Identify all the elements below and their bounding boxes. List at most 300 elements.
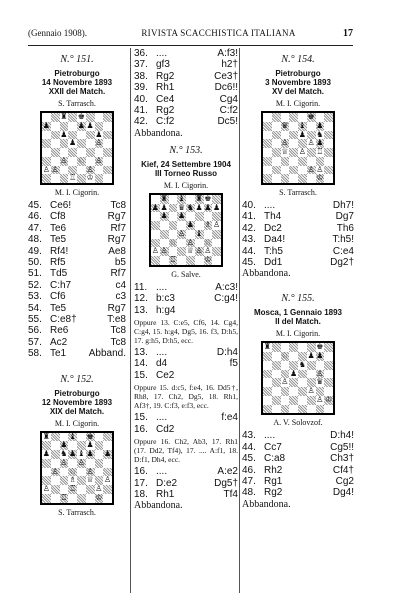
board-square bbox=[103, 157, 112, 166]
board-square bbox=[169, 204, 178, 213]
board-square bbox=[60, 433, 69, 442]
white-move: C:e8† bbox=[50, 314, 77, 326]
board-square bbox=[204, 230, 213, 239]
move-number: 53. bbox=[28, 291, 42, 303]
board-square bbox=[195, 239, 204, 248]
board-square bbox=[42, 476, 51, 485]
board-square: ♗ bbox=[204, 221, 212, 230]
black-move: Dg5† bbox=[214, 477, 238, 489]
white-move: .... bbox=[156, 412, 168, 424]
board-square bbox=[68, 122, 77, 131]
move-list bbox=[28, 200, 126, 360]
board-square bbox=[263, 139, 272, 148]
board-square bbox=[212, 230, 221, 239]
board-square: ♟ bbox=[77, 121, 85, 130]
move-row bbox=[134, 59, 238, 70]
board-square bbox=[51, 485, 60, 494]
black-move: Tc8 bbox=[110, 325, 126, 337]
board-square bbox=[281, 113, 290, 122]
board-square: ♙ bbox=[60, 458, 68, 467]
board-square bbox=[151, 230, 160, 239]
game-match: XXII del Match. bbox=[48, 87, 106, 96]
board-square bbox=[95, 148, 104, 157]
board-square bbox=[324, 139, 333, 148]
move-number: 45. bbox=[242, 453, 256, 465]
board-square bbox=[77, 494, 86, 503]
move-number: 54. bbox=[28, 302, 42, 314]
move-row bbox=[134, 116, 238, 127]
board-square: ♙ bbox=[281, 139, 289, 148]
game-match: XIX del Match. bbox=[49, 406, 105, 416]
move-number: 36. bbox=[134, 48, 148, 59]
black-move: A:c3! bbox=[215, 281, 238, 293]
move-row bbox=[242, 257, 354, 268]
board-square bbox=[272, 131, 281, 140]
board-square: ♛ bbox=[316, 378, 324, 387]
board-square bbox=[307, 405, 316, 414]
move-number: 49. bbox=[28, 245, 42, 257]
move-row bbox=[242, 430, 354, 441]
board-square bbox=[103, 174, 112, 183]
game-date: 14 Novembre 1893 bbox=[41, 78, 113, 87]
board-square bbox=[68, 459, 77, 468]
board-square bbox=[103, 131, 112, 140]
white-move: Re6 bbox=[50, 325, 69, 337]
player-white: M. I. Cigorin. bbox=[54, 188, 100, 197]
board-square bbox=[289, 139, 298, 148]
board-square bbox=[263, 361, 272, 370]
board-square bbox=[60, 148, 69, 157]
board-square bbox=[103, 468, 112, 477]
board-square bbox=[272, 113, 281, 122]
board-square bbox=[272, 174, 281, 183]
white-move: Te6 bbox=[50, 222, 67, 234]
board-square bbox=[307, 370, 316, 379]
column-3 bbox=[242, 48, 354, 510]
move-number: 47. bbox=[28, 222, 42, 234]
board-square bbox=[160, 221, 169, 230]
board-square bbox=[281, 370, 290, 379]
move-number: 39. bbox=[134, 82, 148, 94]
board-square bbox=[86, 459, 95, 468]
board-square bbox=[51, 476, 60, 485]
board-square bbox=[68, 166, 77, 175]
board-square bbox=[289, 122, 298, 131]
board-square bbox=[263, 387, 272, 396]
board-square bbox=[42, 139, 51, 148]
game-date: 3 Novembre 1893 bbox=[265, 78, 331, 87]
annotation: Oppure 13. C:e5, Cf6, 14. Cg4, C:g4, 15. h:g4, Dg5, 16. f3, D:h5, 17. g:h5, D:h5, ecc. bbox=[134, 318, 238, 346]
board-square bbox=[298, 174, 307, 183]
board-square: ♙ bbox=[51, 165, 59, 174]
board-square bbox=[281, 157, 290, 166]
white-move: .... bbox=[156, 48, 168, 59]
white-move: Rf5 bbox=[50, 257, 66, 269]
move-row bbox=[242, 234, 354, 245]
board-square bbox=[263, 157, 272, 166]
board-square bbox=[77, 139, 86, 148]
board-square bbox=[103, 148, 112, 157]
board-square bbox=[281, 174, 290, 183]
board-square bbox=[42, 157, 51, 166]
board-square bbox=[272, 396, 281, 405]
move-number: 44. bbox=[242, 441, 256, 453]
move-row bbox=[134, 370, 238, 381]
player-black: M. I. Cigorin. bbox=[54, 418, 100, 428]
board-square bbox=[68, 494, 77, 503]
board-square: ♟ bbox=[86, 450, 94, 459]
board-square bbox=[51, 441, 60, 450]
move-number: 37. bbox=[134, 59, 148, 71]
move-row bbox=[134, 466, 238, 477]
board-square bbox=[272, 405, 281, 414]
board-square bbox=[298, 405, 307, 414]
move-number: 13. bbox=[134, 304, 148, 316]
player-black: M. I. Cigorin. bbox=[275, 329, 321, 339]
board-square: ♞ bbox=[60, 450, 68, 459]
board-square bbox=[95, 450, 104, 459]
black-move: Rg7 bbox=[107, 211, 126, 223]
board-square bbox=[177, 256, 186, 265]
board-square: ♜ bbox=[263, 343, 271, 352]
board-square bbox=[298, 387, 307, 396]
board-square bbox=[263, 148, 272, 157]
board-square bbox=[169, 221, 178, 230]
white-move: Rg2 bbox=[156, 105, 175, 117]
board-square: ♞ bbox=[298, 360, 306, 369]
board-square bbox=[263, 174, 272, 183]
board-square bbox=[289, 148, 298, 157]
board-square: ♟ bbox=[60, 130, 68, 139]
move-row bbox=[242, 453, 354, 464]
column-divider bbox=[130, 48, 131, 593]
move-row bbox=[134, 82, 238, 93]
move-number: 52. bbox=[28, 279, 42, 291]
board-square bbox=[95, 441, 104, 450]
board-square bbox=[160, 256, 169, 265]
move-list bbox=[134, 347, 238, 381]
black-move: Th6 bbox=[336, 222, 354, 234]
board-square: ♔ bbox=[204, 256, 212, 265]
board-square bbox=[272, 122, 281, 131]
board-square bbox=[95, 113, 104, 122]
board-square: ♟ bbox=[316, 121, 324, 130]
black-move: Tf4 bbox=[223, 488, 238, 500]
player-white: G. Salve. bbox=[171, 269, 201, 279]
move-row bbox=[134, 94, 238, 105]
player-white: S. Tarrasch. bbox=[279, 188, 317, 197]
board-square bbox=[169, 230, 178, 239]
white-move: C:f2 bbox=[156, 116, 175, 128]
board-square bbox=[212, 212, 221, 221]
board-square: ♟ bbox=[151, 203, 159, 212]
board-square bbox=[204, 212, 213, 221]
board-square bbox=[77, 166, 86, 175]
board-square: ♞ bbox=[186, 203, 194, 212]
white-move: gf3 bbox=[156, 59, 170, 71]
board-square bbox=[212, 195, 221, 204]
board-square: ♟ bbox=[204, 203, 212, 212]
move-row bbox=[134, 48, 238, 59]
move-number: 57. bbox=[28, 336, 42, 348]
board-square bbox=[272, 166, 281, 175]
board-square bbox=[68, 113, 77, 122]
move-number: 41. bbox=[242, 211, 256, 223]
board-square bbox=[316, 405, 325, 414]
move-row bbox=[28, 268, 126, 279]
board-square bbox=[263, 396, 272, 405]
board-square bbox=[103, 494, 112, 503]
white-move: Da4! bbox=[264, 234, 286, 246]
board-square bbox=[42, 468, 51, 477]
move-row bbox=[28, 348, 126, 359]
board-square: ♕ bbox=[86, 476, 94, 485]
board-square bbox=[51, 113, 60, 122]
board-square bbox=[298, 370, 307, 379]
board-square bbox=[51, 131, 60, 140]
board-square bbox=[212, 239, 221, 248]
board-square bbox=[281, 166, 290, 175]
chess-diagram bbox=[149, 193, 223, 267]
board-square bbox=[95, 476, 104, 485]
board-square bbox=[60, 468, 69, 477]
chess-diagram bbox=[40, 111, 114, 185]
black-move bbox=[194, 424, 238, 435]
board-square: ♗ bbox=[69, 476, 77, 485]
board-square: ♙ bbox=[95, 156, 103, 165]
board-square: ♜ bbox=[195, 194, 203, 203]
board-square bbox=[42, 131, 51, 140]
board-square: ♝ bbox=[195, 229, 203, 238]
board-square bbox=[60, 485, 69, 494]
board-square bbox=[324, 174, 333, 183]
board-square bbox=[272, 387, 281, 396]
board-square bbox=[324, 378, 333, 387]
board-square bbox=[169, 195, 178, 204]
move-number: 40. bbox=[242, 200, 256, 211]
move-row bbox=[28, 280, 126, 291]
board-square: ♟ bbox=[307, 352, 315, 361]
header-rule bbox=[28, 45, 353, 46]
board-square bbox=[289, 157, 298, 166]
board-square bbox=[281, 387, 290, 396]
move-row bbox=[28, 234, 126, 245]
board-square bbox=[68, 441, 77, 450]
player-black: M. I. Cigorin. bbox=[275, 99, 321, 108]
board-square bbox=[324, 405, 333, 414]
move-number: 48. bbox=[242, 487, 256, 499]
column-divider bbox=[239, 48, 240, 593]
board-square: ♙ bbox=[307, 165, 315, 174]
board-square: ♙ bbox=[104, 476, 112, 485]
board-square bbox=[151, 221, 160, 230]
board-square bbox=[307, 148, 316, 157]
black-move: Rf7 bbox=[110, 268, 126, 280]
board-square: ♟ bbox=[290, 369, 298, 378]
white-move: .... bbox=[264, 430, 276, 442]
move-number: 38. bbox=[134, 70, 148, 82]
move-row bbox=[28, 303, 126, 314]
white-move: Cc7 bbox=[264, 441, 282, 453]
board-square: ♖ bbox=[69, 174, 77, 183]
black-move: Dc6!! bbox=[214, 82, 238, 94]
move-number: 18. bbox=[134, 488, 148, 500]
board-square: ♙ bbox=[213, 221, 221, 230]
board-square: ♝ bbox=[298, 121, 306, 130]
move-row bbox=[28, 200, 126, 211]
board-square bbox=[77, 485, 86, 494]
move-number: 55. bbox=[28, 314, 42, 326]
board-square: ♟ bbox=[69, 139, 77, 148]
white-move: Rg2 bbox=[156, 70, 175, 82]
board-square: ♙ bbox=[95, 139, 103, 148]
board-square bbox=[77, 131, 86, 140]
board-square bbox=[51, 174, 60, 183]
board-square: ♟ bbox=[42, 121, 50, 130]
board-square: ♙ bbox=[86, 467, 94, 476]
game-place: Mosca, 1 Gennaio 1893 bbox=[253, 308, 343, 318]
black-move: Tc8 bbox=[110, 336, 126, 348]
black-move: Cg4 bbox=[219, 93, 238, 105]
board-square bbox=[103, 113, 112, 122]
board-square: ♙ bbox=[195, 247, 203, 256]
board-square bbox=[103, 122, 112, 131]
board-square bbox=[160, 239, 169, 248]
board-square: ♙ bbox=[86, 165, 94, 174]
move-list bbox=[242, 430, 354, 498]
move-number: 42. bbox=[242, 222, 256, 234]
board-square bbox=[298, 157, 307, 166]
board-square bbox=[298, 166, 307, 175]
board-square bbox=[272, 343, 281, 352]
board-square: ♖ bbox=[60, 493, 68, 502]
board-square bbox=[95, 166, 104, 175]
move-list bbox=[134, 412, 238, 435]
black-move: Rf7 bbox=[110, 222, 126, 234]
move-row bbox=[28, 325, 126, 336]
move-row bbox=[28, 291, 126, 302]
board-square bbox=[195, 221, 204, 230]
move-row bbox=[134, 293, 238, 304]
board-square bbox=[324, 361, 333, 370]
move-row bbox=[134, 105, 238, 116]
board-square bbox=[298, 352, 307, 361]
board-square bbox=[272, 378, 281, 387]
white-move: Ce2 bbox=[156, 369, 175, 381]
game-number: N.° 154. bbox=[281, 54, 315, 65]
board-square bbox=[307, 343, 316, 352]
move-list bbox=[134, 48, 238, 128]
journal-title: RIVISTA SCACCHISTICA ITALIANA bbox=[141, 28, 296, 38]
move-row bbox=[134, 489, 238, 500]
board-square bbox=[272, 370, 281, 379]
move-row bbox=[28, 314, 126, 325]
board-square: ♙ bbox=[77, 458, 85, 467]
board-square bbox=[324, 157, 333, 166]
white-move: b:c3 bbox=[156, 293, 175, 305]
black-move: h2† bbox=[221, 59, 238, 71]
resignation-note: Abbandona. bbox=[242, 498, 291, 510]
board-square bbox=[324, 113, 333, 122]
move-number: 44. bbox=[242, 245, 256, 257]
board-square: ♝ bbox=[69, 432, 77, 441]
board-square: ♝ bbox=[77, 450, 85, 459]
board-square: ♙ bbox=[151, 247, 159, 256]
black-move: Cg5!! bbox=[330, 441, 354, 453]
move-number: 50. bbox=[28, 257, 42, 269]
white-move: Rh1 bbox=[156, 82, 175, 94]
game-number: N.° 152. bbox=[60, 373, 94, 385]
board-square bbox=[281, 396, 290, 405]
board-square: ♛ bbox=[281, 121, 289, 130]
white-move: d4 bbox=[156, 358, 168, 370]
chess-diagram bbox=[40, 431, 114, 505]
black-move bbox=[194, 370, 238, 381]
white-move: Rh1 bbox=[156, 488, 175, 500]
game-number: N.° 153. bbox=[169, 144, 203, 156]
board-square bbox=[324, 131, 333, 140]
board-square: ♜ bbox=[60, 113, 68, 121]
board-square bbox=[60, 139, 69, 148]
move-row bbox=[28, 337, 126, 348]
board-square bbox=[42, 459, 51, 468]
board-square bbox=[77, 441, 86, 450]
board-square: ♟ bbox=[86, 441, 94, 450]
black-move: C:g4! bbox=[214, 293, 238, 305]
board-square bbox=[212, 256, 221, 265]
move-row bbox=[134, 282, 238, 293]
board-square bbox=[77, 148, 86, 157]
board-square bbox=[77, 433, 86, 442]
board-square bbox=[60, 122, 69, 131]
board-square bbox=[151, 195, 160, 204]
board-square bbox=[77, 174, 86, 183]
board-square bbox=[281, 361, 290, 370]
white-move: Ce6! bbox=[50, 200, 72, 211]
black-move: Cf4† bbox=[332, 464, 354, 476]
board-square bbox=[289, 378, 298, 387]
white-move: C:h7 bbox=[50, 279, 72, 291]
move-number: 13. bbox=[134, 347, 148, 359]
board-square: ♔ bbox=[86, 174, 94, 183]
board-square bbox=[151, 256, 160, 265]
white-move: Rf4! bbox=[50, 245, 69, 257]
move-row bbox=[242, 442, 354, 453]
board-square: ♕ bbox=[186, 247, 194, 256]
board-square bbox=[151, 212, 160, 221]
board-square bbox=[186, 230, 195, 239]
resignation-note: Abbandona. bbox=[134, 500, 183, 512]
board-square bbox=[298, 343, 307, 352]
game-match: XV del Match. bbox=[271, 87, 324, 96]
board-square bbox=[51, 139, 60, 148]
board-square bbox=[324, 370, 333, 379]
move-row bbox=[28, 223, 126, 234]
board-square bbox=[103, 459, 112, 468]
board-square bbox=[316, 113, 325, 122]
board-square: ♙ bbox=[316, 165, 324, 174]
black-move: c4 bbox=[115, 279, 126, 291]
board-square bbox=[95, 433, 104, 442]
board-square bbox=[324, 122, 333, 131]
board-square bbox=[195, 256, 204, 265]
board-square: ♙ bbox=[42, 485, 50, 494]
board-square bbox=[324, 387, 333, 396]
move-number: 40. bbox=[134, 93, 148, 105]
move-number: 43. bbox=[242, 430, 256, 442]
game-place: Pietroburgo bbox=[54, 388, 100, 398]
board-square bbox=[186, 195, 195, 204]
